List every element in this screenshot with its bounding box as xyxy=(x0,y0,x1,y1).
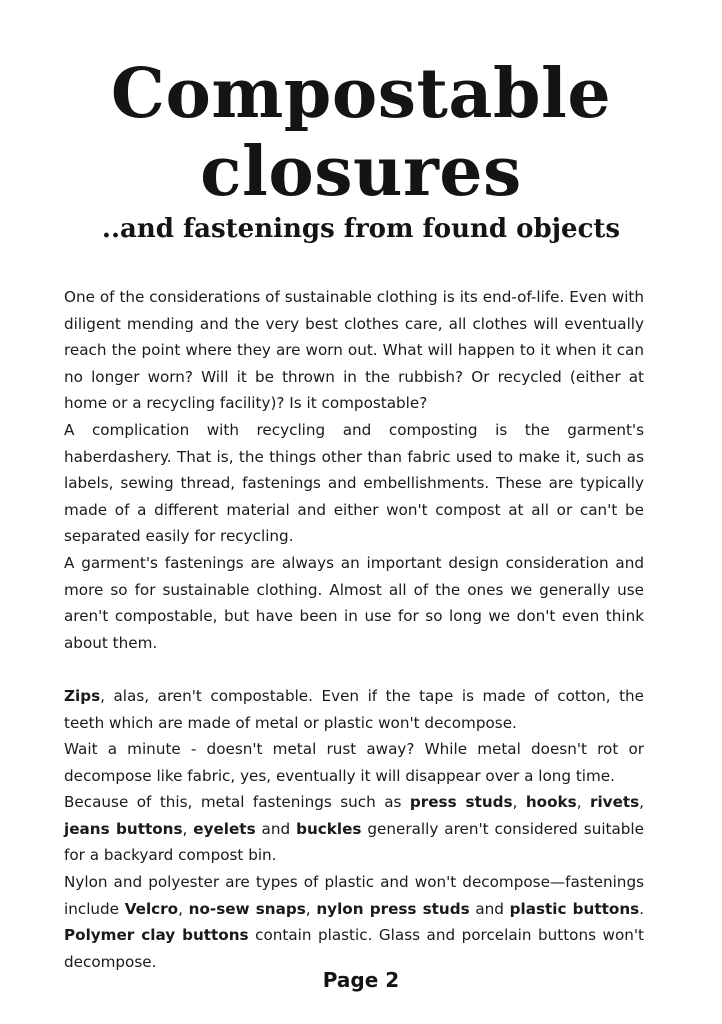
text-fragment: generally aren't considered suitable for a backyard compost bin. xyxy=(64,819,644,865)
paragraph-metal-fastenings xyxy=(64,789,644,869)
page-number: Page 2 xyxy=(322,968,400,992)
text-fragment: , xyxy=(305,899,317,918)
page-title-line-2: closures xyxy=(200,132,522,212)
paragraph-metal-rust: Wait a minute - doesn't metal rust away? While metal doesn't rot or decompose like fabric, yes, eventually it will disappear over a long time. xyxy=(64,740,644,785)
text-fragment: Nylon and polyester are types of plastic and won't decompose—fastenings include xyxy=(64,873,644,918)
paragraph-zips-text: , alas, aren't compostable. Even if the tape is made of cotton, the teeth which are made of metal or plastic won't decompose. xyxy=(64,686,644,732)
text-fragment: , xyxy=(576,793,590,812)
text-fragment: contain plastic. Glass and porcelain buttons won't decompose. xyxy=(64,926,644,971)
term-eyelets: eyelets xyxy=(193,819,256,838)
term-no-sew-snaps: no-sew snaps xyxy=(188,899,306,918)
term-rivets: rivets xyxy=(589,793,640,812)
term-velcro: Velcro xyxy=(124,899,179,918)
term-buckles: buckles xyxy=(296,819,362,838)
term-jeans-buttons: jeans buttons xyxy=(64,819,183,838)
term-press-studs: press studs xyxy=(409,793,513,812)
page-subtitle: ..and fastenings from found objects xyxy=(101,214,621,244)
text-fragment: , xyxy=(182,819,194,838)
page-title-line-1: Compostable xyxy=(110,54,612,134)
paragraph-plastic-fastenings xyxy=(64,869,644,975)
term-hooks: hooks xyxy=(525,793,577,812)
text-fragment: and xyxy=(255,819,297,838)
term-polymer-clay-buttons: Polymer clay buttons xyxy=(64,926,249,945)
article-body xyxy=(64,284,644,975)
text-fragment: , xyxy=(639,793,644,812)
paragraph-haberdashery: A complication with recycling and composting is the garment's haberdashery. That is, the things other than fabric used to make it, such as labels, sewing thread, fastenings and embellishments. These are typically made of a different material and either won't compost at all or can't be separated easily for recycling. xyxy=(64,420,644,546)
text-fragment: and xyxy=(469,899,510,918)
term-plastic-buttons: plastic buttons xyxy=(509,899,640,918)
paragraph-fastenings: A garment's fastenings are always an important design consideration and more so for sustainable clothing. Almost all of the ones we generally use aren't compostable, but have been in use for so long we don't even think about them. xyxy=(64,553,644,652)
term-nylon-press-studs: nylon press studs xyxy=(316,899,470,918)
text-fragment: . xyxy=(639,899,645,918)
text-fragment: , xyxy=(178,899,189,918)
paragraph-zips xyxy=(64,683,644,736)
text-fragment: Because of this, metal fastenings such as xyxy=(64,793,410,812)
paragraph-end-of-life: One of the considerations of sustainable clothing is its end-of-life. Even with diligent mending and the very best clothes care, all clothes will eventually reach the point where they are worn out. What will happen to it when it can no longer worn? Will it be thrown in the rubbish? Or recycled (either at home or a recycling facility)? Is it compostable? xyxy=(64,288,644,413)
text-fragment: , xyxy=(512,793,526,812)
term-zips: Zips xyxy=(64,686,101,705)
